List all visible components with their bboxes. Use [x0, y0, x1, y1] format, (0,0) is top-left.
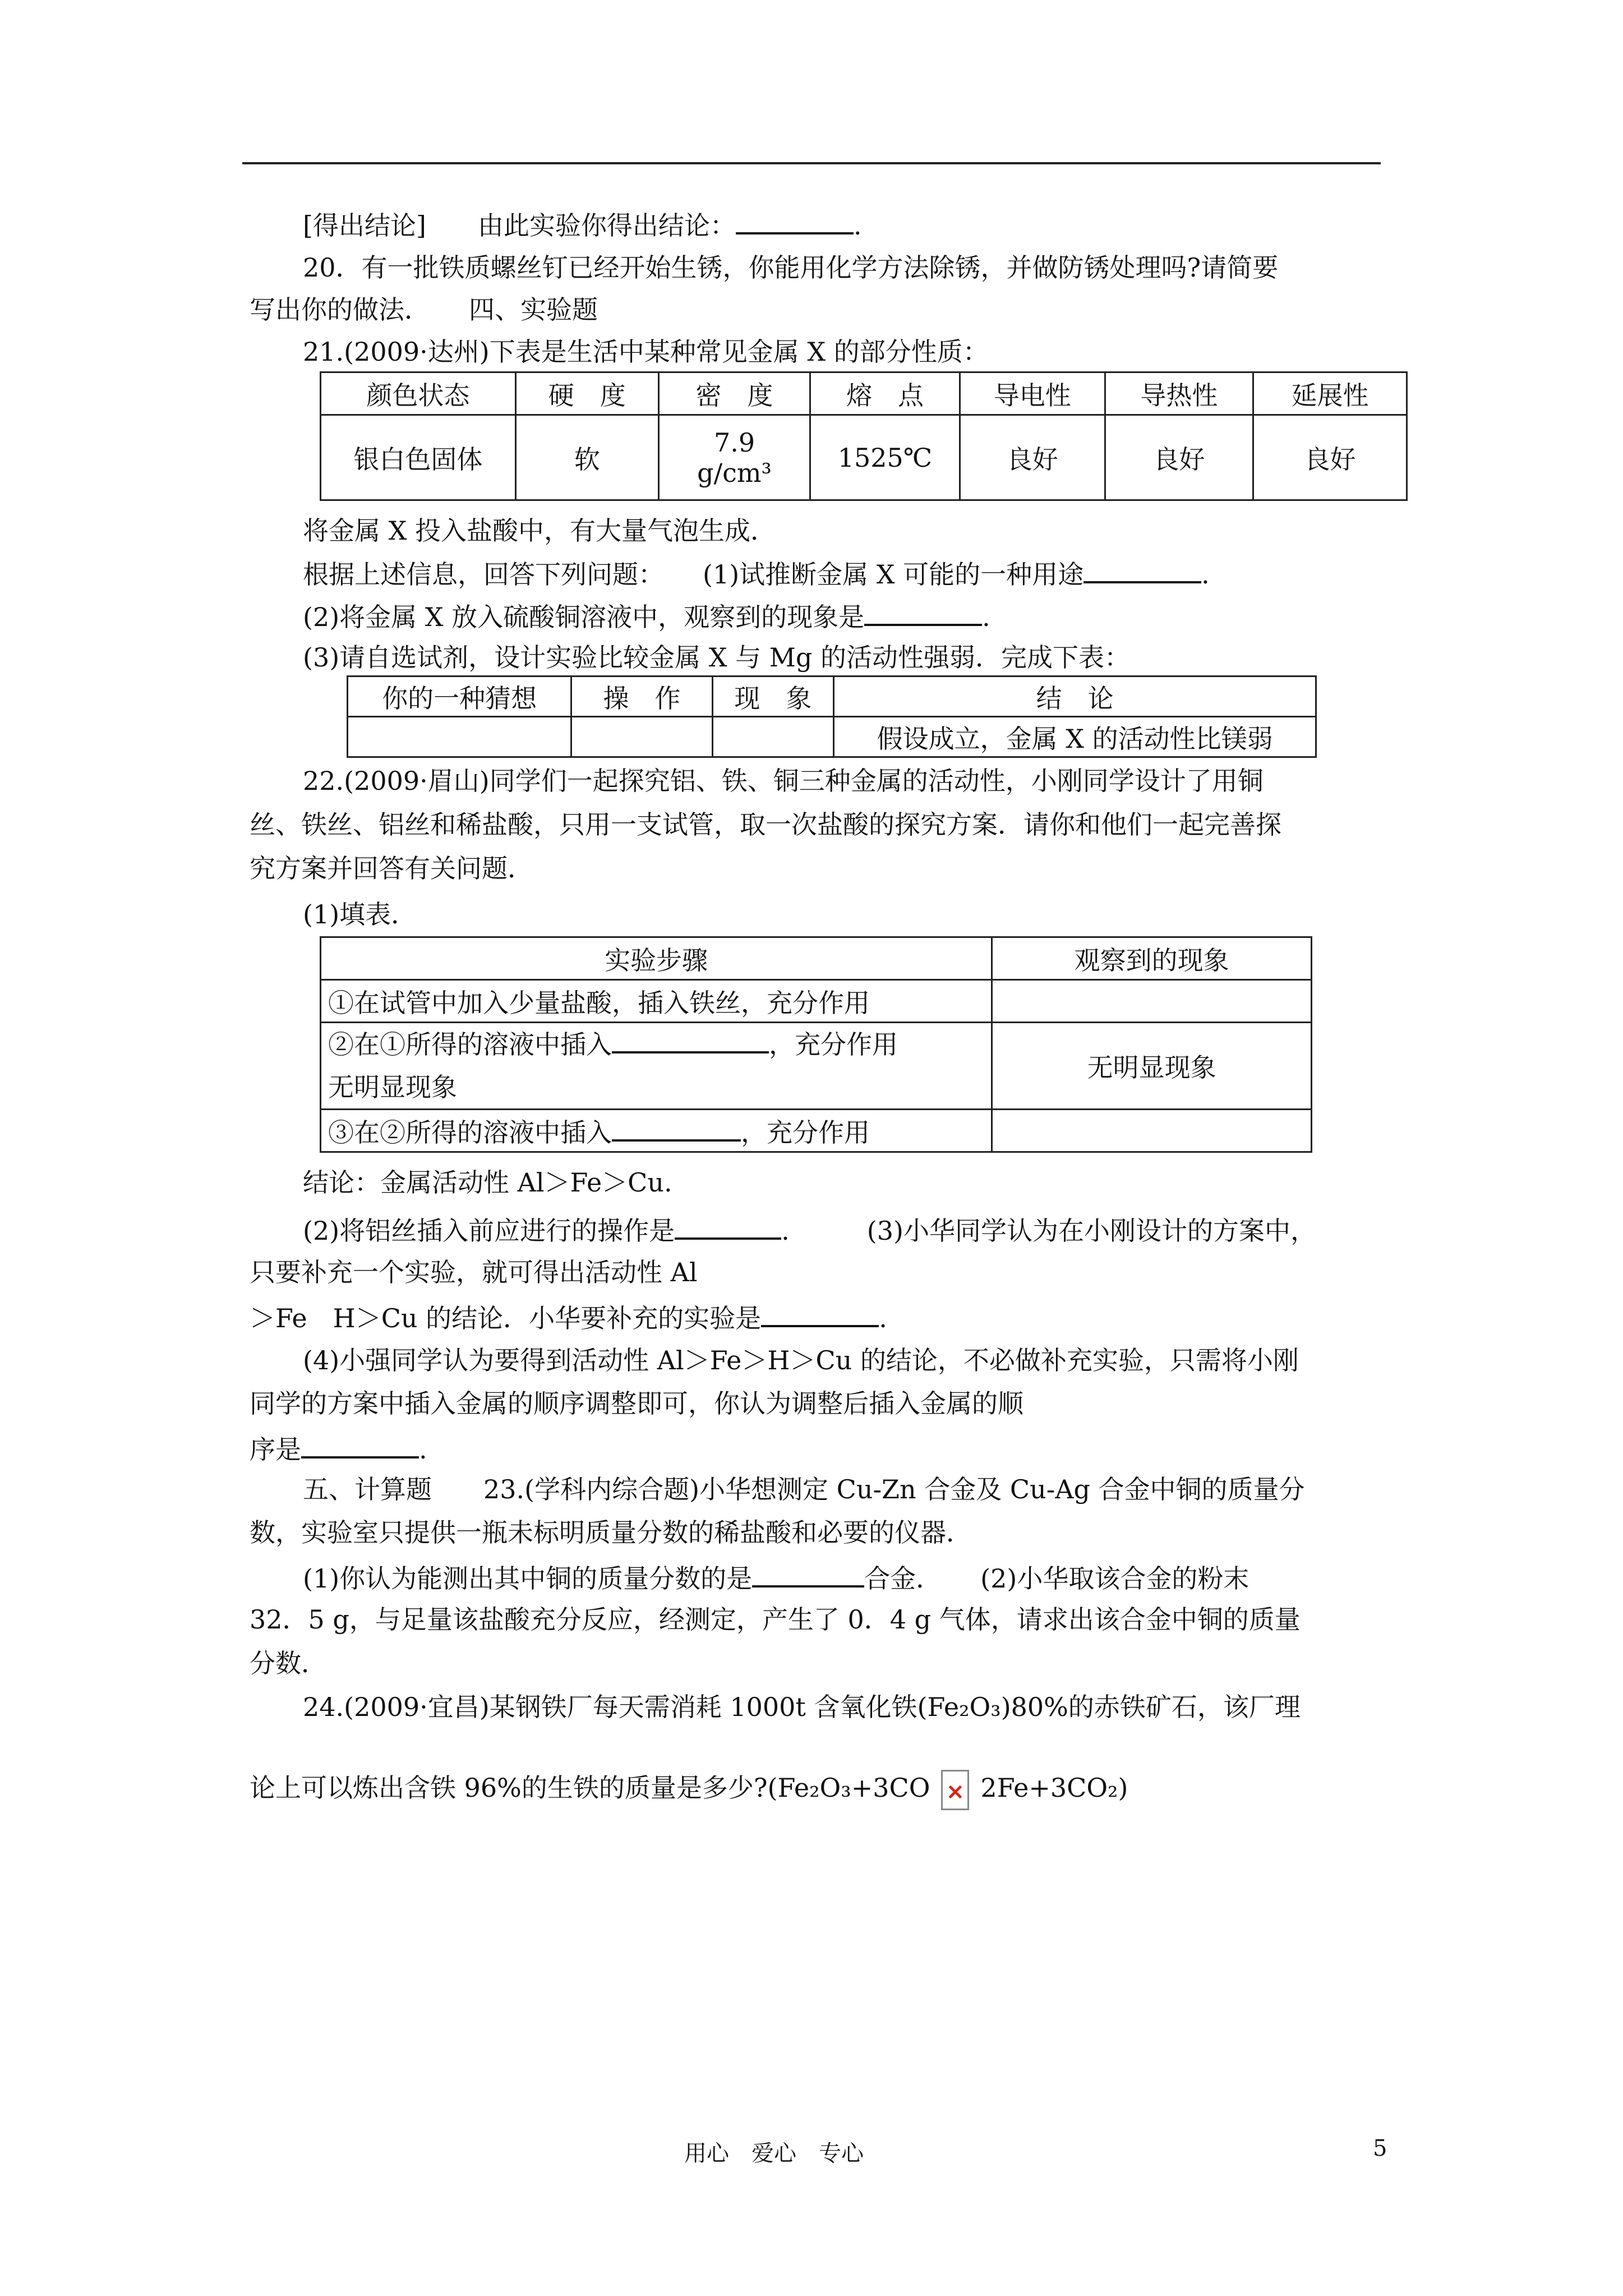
td-thermal: 良好	[1105, 415, 1253, 500]
page-number: 5	[1373, 2136, 1387, 2161]
question-23-cont: 数，实验室只提供一瓶未标明质量分数的稀盐酸和必要的仪器．	[250, 1517, 972, 1548]
conclusion-line: [得出结论] 由此实验你得出结论： .	[303, 206, 862, 242]
answer-blank[interactable]	[675, 1212, 781, 1240]
obs-1[interactable]	[992, 980, 1312, 1023]
answer-blank[interactable]	[761, 1299, 879, 1327]
question-22-3-cont: ＞Fe H＞Cu 的结论．小华要补充的实验是 .	[250, 1299, 887, 1335]
footer-motto: 用心 爱心 专心	[684, 2141, 864, 2166]
question-23: 五、计算题 23.(学科内综合题)小华想测定 Cu-Zn 合金及 Cu-Ag 合金中铜的质量分	[303, 1474, 1305, 1504]
guess-table	[347, 675, 1317, 758]
question-21: 21.(2009·达州)下表是生活中某种常见金属 X 的部分性质：	[303, 337, 989, 367]
td-melting: 1525℃	[810, 415, 960, 500]
td-density	[658, 415, 810, 500]
question-23-2: 32．5 g，与足量该盐酸充分反应，经测定，产生了 0．4 g 气体，请求出该合金中铜的质量	[250, 1604, 1301, 1635]
obs-2: 无明显现象	[992, 1023, 1312, 1110]
question-24: 24.(2009·宜昌)某钢铁厂每天需消耗 1000t 含氧化铁(Fe₂O₃)80%的赤铁矿石，该厂理	[303, 1692, 1301, 1722]
th-conclusion: 结 论	[834, 677, 1316, 717]
question-20-cont: 写出你的做法． 四、实验题	[250, 295, 598, 325]
question-22-4-end: 序是 .	[250, 1430, 427, 1466]
obs-3[interactable]	[992, 1110, 1312, 1152]
conclusion-22: 结论：金属活动性 Al＞Fe＞Cu.	[303, 1167, 672, 1198]
density-value: 7.9	[713, 427, 755, 458]
question-23-1: (1)你认为能测出其中铜的质量分数的是 合金． (2)小华取该合金的粉末	[303, 1559, 1249, 1595]
th-color: 颜色状态	[321, 372, 516, 415]
answer-blank[interactable]	[301, 1430, 419, 1458]
question-23-2-end: 分数．	[250, 1648, 327, 1678]
step-2: ②在①所得的溶液中插入 ，充分作用 无明显现象	[321, 1023, 992, 1110]
question-22: 22.(2009·眉山)同学们一起探究铝、铁、铜三种金属的活动性，小刚同学设计了用铜	[303, 766, 1264, 796]
td-electric: 良好	[960, 415, 1105, 500]
question-21-1: 根据上述信息，回答下列问题： (1)试推断金属 X 可能的一种用途 .	[303, 555, 1210, 591]
question-22-1: (1)填表．	[303, 899, 417, 930]
question-21-2: (2)将金属 X 放入硫酸铜溶液中，观察到的现象是 .	[303, 598, 990, 634]
th-phenomenon: 现 象	[712, 677, 834, 717]
th-operation: 操 作	[571, 677, 712, 717]
answer-blank[interactable]	[752, 1559, 864, 1588]
th-steps: 实验步骤	[321, 937, 992, 980]
question-22-cont1: 丝、铁丝、铝丝和稀盐酸，只用一支试管，取一次盐酸的探究方案．请你和他们一起完善探	[250, 809, 1281, 840]
th-thermal: 导热性	[1105, 372, 1253, 415]
step-3: ③在②所得的溶液中插入 ，充分作用	[321, 1110, 992, 1152]
td-color: 银白色固体	[321, 415, 516, 500]
question-22-2: (2)将铝丝插入前应进行的操作是 . (3)小华同学认为在小刚设计的方案中，	[303, 1212, 1316, 1248]
th-melting: 熔 点	[810, 372, 960, 415]
th-observed: 观察到的现象	[992, 937, 1312, 980]
th-hardness: 硬 度	[515, 372, 658, 415]
experiment-table	[320, 936, 1312, 1153]
td-operation[interactable]	[571, 717, 712, 757]
question-22-4: (4)小强同学认为要得到活动性 Al＞Fe＞H＞Cu 的结论，不必做补充实验，只需将小刚	[303, 1345, 1299, 1375]
question-22-3: 只要补充一个实验，就可得出活动性 Al	[250, 1257, 698, 1287]
td-ductility: 良好	[1253, 415, 1407, 500]
answer-blank[interactable]	[864, 598, 982, 626]
td-phenomenon[interactable]	[712, 717, 834, 757]
density-unit: g/cm³	[697, 457, 772, 488]
th-ductility: 延展性	[1253, 372, 1407, 415]
question-21-3: (3)请自选试剂，设计实验比较金属 X 与 Mg 的活动性强弱．完成下表：	[303, 642, 1130, 673]
answer-blank[interactable]	[1083, 555, 1201, 583]
broken-image-icon: ×	[941, 1770, 969, 1810]
th-guess: 你的一种猜想	[348, 677, 571, 717]
td-guess[interactable]	[348, 717, 571, 757]
metal-properties-table	[320, 371, 1408, 501]
question-22-cont2: 究方案并回答有关问题．	[250, 853, 533, 884]
td-hardness: 软	[515, 415, 658, 500]
question-21-stmt: 将金属 X 投入盐酸中，有大量气泡生成．	[303, 516, 776, 546]
td-conclusion: 假设成立，金属 X 的活动性比镁弱	[834, 717, 1316, 757]
th-density: 密 度	[658, 372, 810, 415]
answer-blank[interactable]	[736, 206, 854, 234]
answer-blank[interactable]	[612, 1114, 741, 1142]
question-20: 20．有一批铁质螺丝钉已经开始生锈，你能用化学方法除锈，并做防锈处理吗?请简要	[303, 252, 1279, 283]
question-22-4-cont: 同学的方案中插入金属的顺序调整即可，你认为调整后插入金属的顺	[250, 1388, 1023, 1419]
header-rule	[242, 162, 1381, 164]
answer-blank[interactable]	[612, 1025, 769, 1053]
th-electric: 导电性	[960, 372, 1105, 415]
question-24-cont: 论上可以炼出含铁 96%的生铁的质量是多少?(Fe₂O₃+3CO × 2Fe+3CO₂)	[250, 1770, 1128, 1810]
step-1: ①在试管中加入少量盐酸，插入铁丝，充分作用	[321, 980, 992, 1023]
